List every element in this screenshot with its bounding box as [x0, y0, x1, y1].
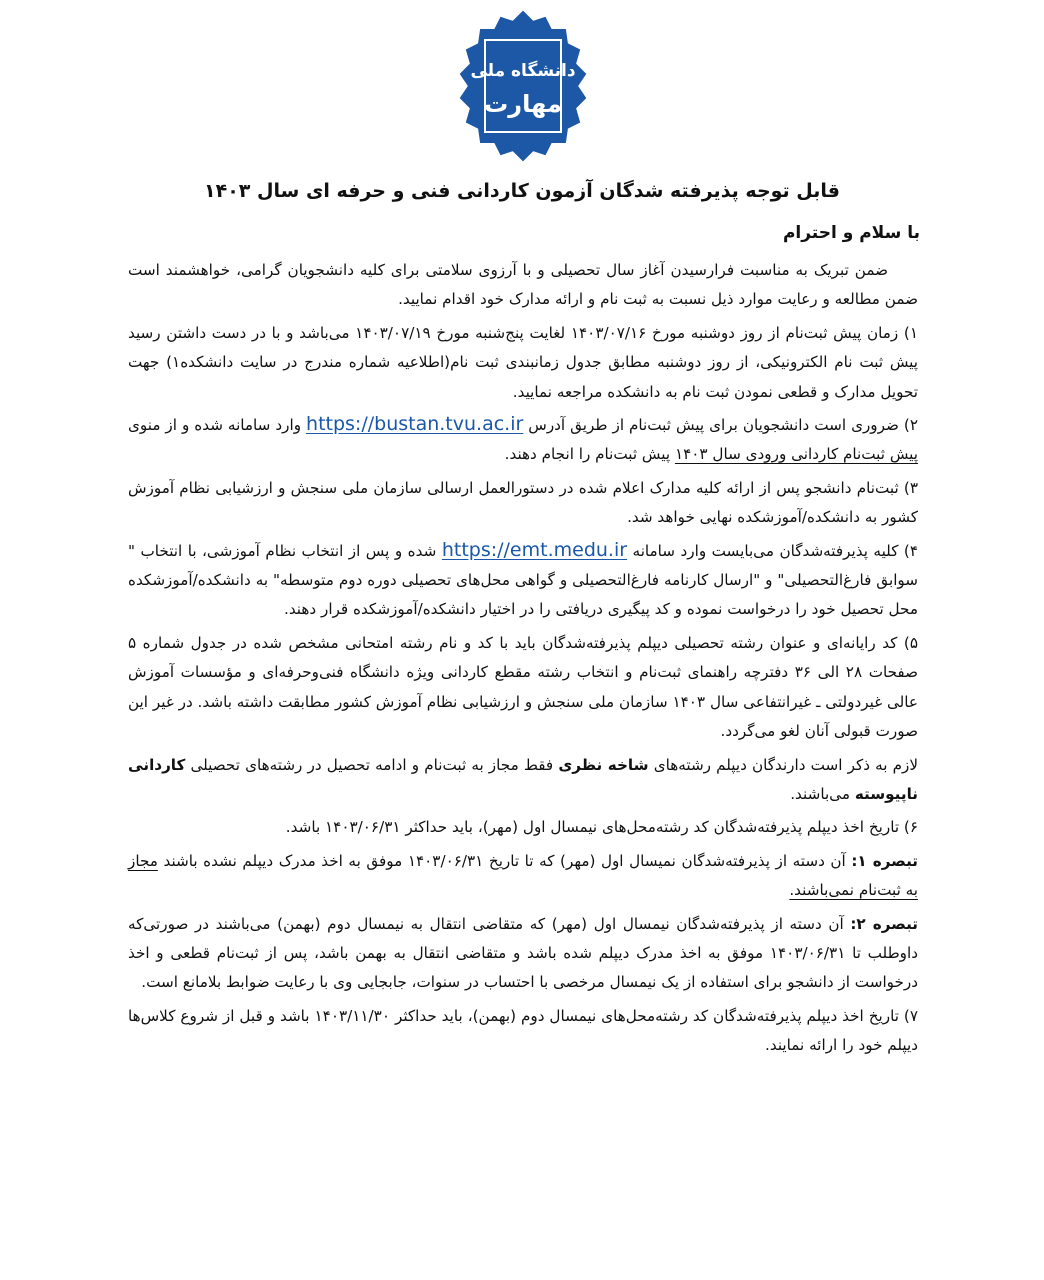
note-1-underlined: مجاز به ثبت‌نام نمی‌باشند. [128, 851, 918, 900]
note-bold-degree: کاردانی ناپیوسته [128, 755, 918, 803]
note-text-a: لازم به ذکر است دارندگان دیپلم رشته‌های [653, 755, 918, 774]
announcement-body [128, 256, 918, 1065]
note-2-paragraph [128, 910, 918, 998]
item-4-text-b: شده و پس از انتخاب نظام آموزشی، با انتخاب " سوابق فارغ‌التحصیلی" و "ارسال کارنامه فارغ‌التحصیلی و گواهی محل‌های تحصیلی دوره دوم متوسطه" به دانشکده/آموزشکده محل تحصیل خود را درخواست نموده و کد پیگیری دریافتی را در اختیار دانشکده/آموزشکده قرار دهند. [128, 541, 918, 619]
item-1-paragraph: ۱) زمان پیش ثبت‌نام از روز دوشنبه مورخ ۱۴۰۳/۰۷/۱۶ لغایت پنج‌شنبه مورخ ۱۴۰۳/۰۷/۱۹ می‌باشد و با در دست داشتن رسید پیش ثبت نام الکترونیکی، از روز دوشنبه مطابق جدول زمانبندی ثبت نام(اطلاعیه شماره مندرج در سایت دانشکده۱) جهت تحویل مدارک و قطعی نمودن ثبت نام به دانشکده مراجعه نمایید. [128, 323, 918, 401]
page-title: قابل توجه پذیرفته شدگان آزمون کاردانی فنی و حرفه ای سال ۱۴۰۳ [204, 180, 840, 202]
item-2-text-b: وارد سامانه شده و از منوی [128, 416, 302, 435]
note-1-text: آن دسته از پذیرفته‌شدگان نمیسال اول (مهر) که تا تاریخ ۱۴۰۳/۰۶/۳۱ موفق به اخذ مدرک دیپلم نشده باشند [163, 851, 846, 870]
note-text-b: فقط مجاز به ثبت‌نام و ادامه تحصیل در رشته‌های تحصیلی [190, 755, 554, 774]
item-7-paragraph: ۷) تاریخ اخذ دیپلم پذیرفته‌شدگان کد رشته‌محل‌های نیمسال دوم (بهمن)، باید حداکثر ۱۴۰۳/۱۱/۳۰ باشد و قبل از شروع کلاس‌ها دیپلم خود را ارائه نمایند. [128, 1006, 918, 1055]
intro-paragraph: ضمن تبریک به مناسبت فرارسیدن آغاز سال تحصیلی و با آرزوی سلامتی برای کلیه دانشجویان گرامی، خواهشمند است ضمن مطالعه و رعایت موارد ذیل نسبت به ثبت نام و ارائه مدارک خود اقدام نمایید. [128, 261, 918, 309]
item-2-paragraph [128, 411, 918, 470]
university-emblem-icon [457, 10, 589, 162]
bustan-link[interactable]: https://bustan.tvu.ac.ir [306, 413, 524, 436]
note-1-label: تبصره ۱: [851, 851, 919, 870]
note-bold-branch: شاخه نظری [558, 755, 649, 774]
greeting: با سلام و احترام [782, 223, 920, 243]
emt-link[interactable]: https://emt.medu.ir [441, 538, 628, 561]
note-1-paragraph [128, 847, 918, 906]
logo-line-2: مهارت [484, 90, 562, 118]
item-2-text-c: پیش ثبت‌نام را انجام دهند. [504, 445, 671, 464]
item-2-menu-name: پیش ثبت‌نام کاردانی ورودی سال ۱۴۰۳ [674, 445, 918, 464]
note-2-label: تبصره ۲: [850, 914, 919, 933]
item-4-paragraph [128, 537, 918, 625]
item-4-text-a: ۴) کلیه پذیرفته‌شدگان می‌بایست وارد سامانه [632, 541, 918, 560]
note-2-text: آن دسته از پذیرفته‌شدگان نیمسال اول (مهر) که متقاضی انتقال به نیمسال دوم (بهمن) می‌باشند در صورتی‌که داوطلب تا ۱۴۰۳/۰۶/۳۱ موفق به اخذ مدرک دیپلم شده باشد و متقاضی انتقال به بهمن باشد، پس از ثبت‌نام قطعی و اخذ درخواست از دانشجو برای استفاده از یک نیمسال مرخصی با احتساب در سنوات، جابجایی وی با رعایت ضوابط بلامانع است. [128, 914, 918, 992]
item-2-text-a: ۲) ضروری است دانشجویان برای پیش ثبت‌نام از طریق آدرس [528, 416, 918, 435]
logo-line-1: دانشگاه ملی [470, 61, 576, 81]
university-logo [457, 10, 589, 162]
note-text-c: می‌باشند. [790, 784, 850, 803]
note-paragraph [128, 751, 918, 810]
item-6-paragraph: ۶) تاریخ اخذ دیپلم پذیرفته‌شدگان کد رشته‌محل‌های نیمسال اول (مهر)، باید حداکثر ۱۴۰۳/۰۶/۳۱ باشد. [285, 818, 918, 837]
item-3-paragraph: ۳) ثبت‌نام دانشجو پس از ارائه کلیه مدارک اعلام شده در دستورالعمل ارسالی سازمان ملی سنجش و ارزشیابی نظام آموزش کشور به دانشکده/آموزشکده نهایی خواهد شد. [128, 478, 918, 527]
item-5-paragraph: ۵) کد رایانه‌ای و عنوان رشته تحصیلی دیپلم پذیرفته‌شدگان باید با کد و نام رشته امتحانی مشخص شده در جدول شماره ۵ صفحات ۲۸ الی ۳۶ دفترچه راهنمای ثبت‌نام و انتخاب رشته مقطع کاردانی ویژه دانشگاه فنی‌وحرفه‌ای و مؤسسات آموزش عالی غیردولتی ـ غیرانتفاعی سال ۱۴۰۳ سازمان ملی سنجش و ارزشیابی نظام آموزش کشور مطابقت داشته باشد. در غیر این صورت قبولی آنان لغو می‌گردد. [128, 633, 919, 741]
